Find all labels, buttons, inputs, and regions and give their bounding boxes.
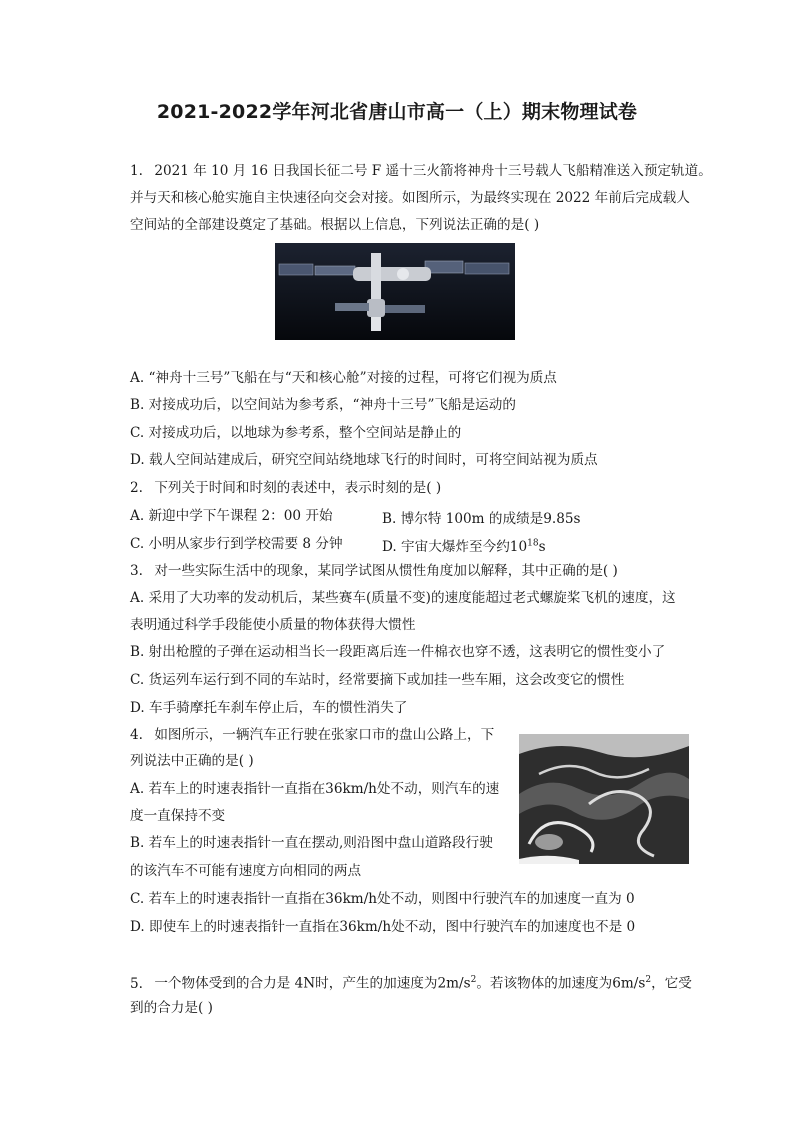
q5-number: 5. xyxy=(130,975,143,992)
q1-stem-3: 空间站的全部建设奠定了基础。根据以上信息，下列说法正确的是( ) xyxy=(130,217,540,233)
q3-option-b[interactable]: B. 射出枪膛的子弹在运动相当长一段距离后连一件棉衣也穿不透，这表明它的惯性变小了 xyxy=(130,644,666,660)
q1-option-a[interactable]: A. “神舟十三号”飞船在与“天和核心舱”对接的过程，可将它们视为质点 xyxy=(130,370,557,386)
q2-option-d-text: D. 宇宙大爆炸至今约10 xyxy=(382,539,528,555)
q1-stem-1: 2021 年 10 月 16 日我国长征二号 F 遥十三火箭将神舟十三号载人飞船精准送入预定轨道。 xyxy=(154,163,712,179)
q2-stem: 下列关于时间和时刻的表述中，表示时刻的是( ) xyxy=(154,480,442,496)
q2-option-d[interactable] xyxy=(382,535,546,555)
q1-stem-2: 并与天和核心舱实施自主快速径向交会对接。如图所示，为最终实现在 2022 年前后完成载人 xyxy=(130,190,690,206)
q1-option-b[interactable]: B. 对接成功后，以空间站为参考系，“神舟十三号”飞船是运动的 xyxy=(130,397,516,413)
q4-option-c[interactable]: C. 若车上的时速表指针一直指在36km/h处不动，则图中行驶汽车的加速度一直为 0 xyxy=(130,891,635,907)
q4-option-b-cont: 的该汽车不可能有速度方向相同的两点 xyxy=(130,863,362,879)
q2-option-d-unit: s xyxy=(538,539,546,555)
q4-option-b[interactable]: B. 若车上的时速表指针一直在摆动,则沿图中盘山道路段行驶 xyxy=(130,835,493,851)
q5-stem-b: 。若该物体的加速度为6m/s xyxy=(476,975,646,992)
page-title: 2021-2022学年河北省唐山市高一（上）期末物理试卷 xyxy=(156,101,638,123)
q4-option-a[interactable]: A. 若车上的时速表指针一直指在36km/h处不动，则汽车的速 xyxy=(130,781,500,797)
q3-line xyxy=(130,562,618,580)
q2-option-a[interactable]: A. 新迎中学下午课程 2：00 开始 xyxy=(130,508,333,524)
q1-line-1 xyxy=(130,162,712,180)
q5-exponent-2: 2 xyxy=(645,975,652,985)
q3-stem: 对一些实际生活中的现象，某同学试图从惯性角度加以解释，其中正确的是( ) xyxy=(154,563,618,579)
q1-option-d[interactable]: D. 载人空间站建成后，研究空间站绕地球飞行的时间时，可将空间站视为质点 xyxy=(130,452,598,468)
mountain-road-photo xyxy=(519,734,689,864)
q1-number: 1. xyxy=(130,163,143,179)
q3-option-c[interactable]: C. 货运列车运行到不同的车站时，经常要摘下或加挂一些车厢，这会改变它的惯性 xyxy=(130,672,625,688)
q2-option-c[interactable]: C. 小明从家步行到学校需要 8 分钟 xyxy=(130,536,343,552)
q5-exponent-1: 2 xyxy=(470,975,477,985)
q2-option-d-exponent: 18 xyxy=(527,538,539,549)
q2-number: 2. xyxy=(130,480,143,496)
q1-option-c[interactable]: C. 对接成功后，以地球为参考系，整个空间站是静止的 xyxy=(130,425,462,441)
q2-option-b[interactable]: B. 博尔特 100m 的成绩是9.85s xyxy=(382,511,581,527)
q3-option-a-cont: 表明通过科学手段能使小质量的物体获得大惯性 xyxy=(130,617,416,633)
q2-line xyxy=(130,479,441,497)
q4-option-a-cont: 度一直保持不变 xyxy=(130,808,226,824)
q3-option-a[interactable]: A. 采用了大功率的发动机后，某些赛车(质量不变)的速度能超过老式螺旋桨飞机的速度，这 xyxy=(130,590,676,606)
q5-stem-c: ，它受 xyxy=(651,975,692,992)
q3-number: 3. xyxy=(130,563,143,579)
q4-stem-1: 如图所示，一辆汽车正行驶在张家口市的盘山公路上，下 xyxy=(154,727,495,743)
q5-line-1 xyxy=(130,971,692,993)
q3-option-d[interactable]: D. 车手骑摩托车刹车停止后，车的惯性消失了 xyxy=(130,700,408,716)
q5-stem-a: 一个物体受到的合力是 4N时，产生的加速度为2m/s xyxy=(154,975,471,992)
q4-option-d[interactable]: D. 即使车上的时速表指针一直指在36km/h处不动，图中行驶汽车的加速度也不是 0 xyxy=(130,919,636,935)
q5-stem-2: 到的合力是( ) xyxy=(130,1000,213,1016)
q4-number: 4. xyxy=(130,727,143,743)
q4-line-1 xyxy=(130,726,494,744)
space-station-photo xyxy=(275,243,515,340)
q4-stem-2: 列说法中正确的是( ) xyxy=(130,753,254,769)
